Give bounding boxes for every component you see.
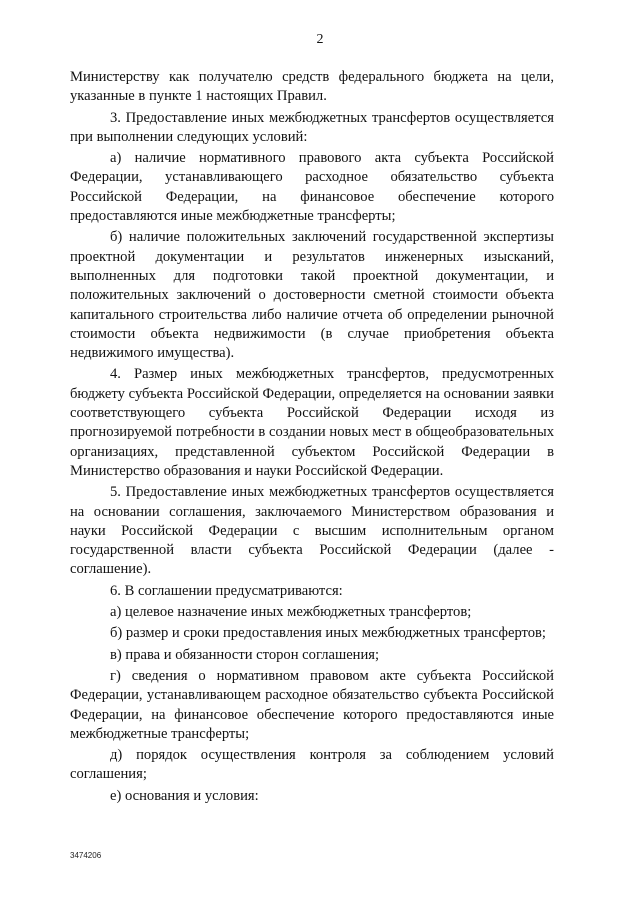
paragraph-item-6d: г) сведения о нормативном правовом акте субъекта Российской Федерации, устанавливающем расходное обязательство субъекта Российской Федерации, на финансовое обеспечение которого предоставляются иные межбюджетные трансферты; — [70, 667, 554, 742]
document-code: 3474206 — [70, 851, 102, 860]
paragraph-item-3a: а) наличие нормативного правового акта субъекта Российской Федерации, устанавливающего расходное обязательство субъекта Российской Федерации, на финансовое обеспечение которого предоставляются иные межбюджетные трансферты; — [70, 150, 554, 225]
paragraph-item-6a: а) целевое назначение иных межбюджетных трансфертов; — [110, 604, 472, 621]
paragraph-item-6c: в) права и обязанности сторон соглашения; — [110, 646, 380, 663]
paragraph-item-6b: б) размер и сроки предоставления иных межбюджетных трансфертов; — [110, 625, 546, 642]
paragraph-continuation: Министерству как получателю средств федерального бюджета на цели, указанные в пункте 1 настоящих Правил. — [70, 69, 554, 105]
paragraph-item-3: 3. Предоставление иных межбюджетных трансфертов осуществляется при выполнении следующих условий: — [70, 109, 554, 145]
paragraph-item-6e: д) порядок осуществления контроля за соблюдением условий соглашения; — [70, 747, 554, 783]
document-body — [70, 68, 554, 808]
paragraph-item-5: 5. Предоставление иных межбюджетных трансфертов осуществляется на основании соглашения, заключаемого Министерством образования и науки Российской Федерации с высшим исполнительным органом государственной власти субъекта Российской Федерации (далее - соглашение). — [70, 484, 554, 578]
paragraph-item-6f: е) основания и условия: — [110, 787, 259, 804]
paragraph-item-3b: б) наличие положительных заключений государственной экспертизы проектной документации и результатов инженерных изысканий, выполненных для подготовки такой проектной документации, и положительных заключений о достоверности сметной стоимости объекта капитального строительства либо наличие отчета об определении рыночной стоимости объекта недвижимости (в случае приобретения объекта недвижимого имущества). — [70, 229, 554, 362]
page-number: 2 — [316, 32, 324, 47]
paragraph-item-4: 4. Размер иных межбюджетных трансфертов, предусмотренных бюджету субъекта Российской Федерации, определяется на основании заявки соответствующего субъекта Российской Федерации исходя из прогнозируемой потребности в создании новых мест в общеобразовательных организациях, представленной субъектом Российской Федерации в Министерство образования и науки Российской Федерации. — [70, 366, 554, 479]
paragraph-item-6: 6. В соглашении предусматриваются: — [110, 582, 343, 599]
